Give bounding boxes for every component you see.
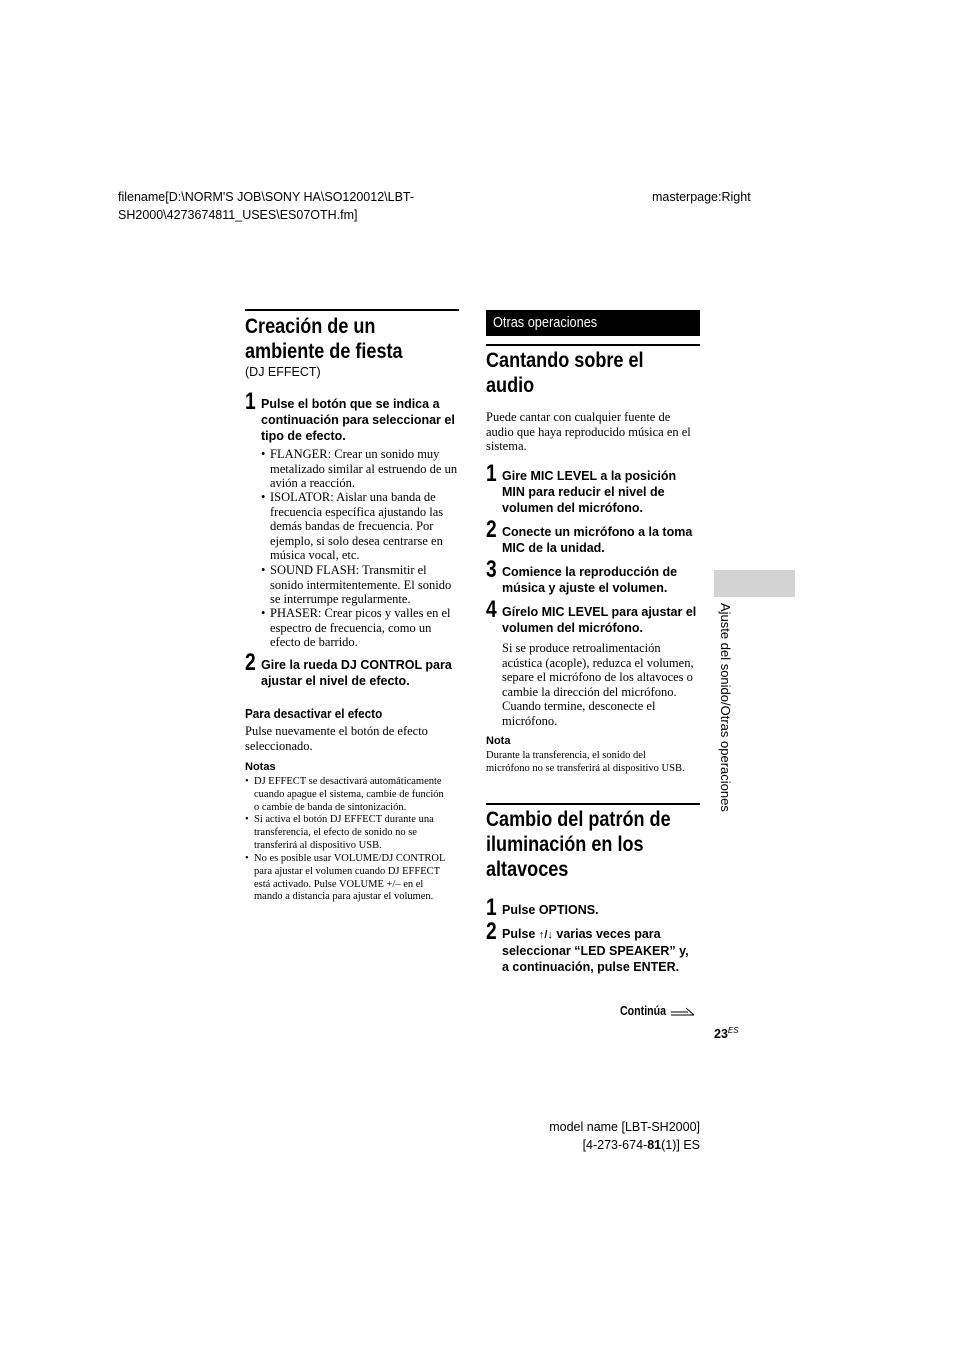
left-step-1-number: 1	[245, 388, 256, 415]
bullet-dot: •	[245, 853, 249, 864]
step-line: seleccionar “LED SPEAKER” y,	[502, 944, 689, 958]
step-line	[502, 926, 689, 943]
text-line: sistema.	[486, 439, 527, 453]
step-line: MIC de la unidad.	[502, 541, 605, 555]
effect-bullet-phaser	[261, 606, 451, 650]
bullet-line: sonido intermitentemente. El sonido	[270, 577, 452, 592]
step-line: Comience la reproducción de	[502, 565, 678, 579]
left-title-line-2: ambiente de fiesta	[245, 340, 403, 363]
right-step-1-number: 1	[486, 460, 497, 487]
text-line: seleccionado.	[245, 738, 313, 753]
step-line: continuación para seleccionar el	[261, 413, 455, 427]
continue-arrow-icon	[670, 1006, 696, 1018]
bullet-line: FLANGER: Crear un sonido muy	[270, 447, 440, 461]
bullet-dot: •	[245, 814, 249, 825]
bullet-line: espectro de frecuencia, como un	[270, 620, 432, 635]
title-line: Cambio del patrón de	[486, 808, 671, 831]
title-line: iluminación en los	[486, 833, 644, 856]
light-step-2-text	[502, 926, 689, 975]
step-text: Pulse	[502, 927, 539, 941]
section-tab-label: Otras operaciones	[493, 314, 598, 331]
step-line: Gírelo MIC LEVEL para ajustar el	[502, 605, 697, 619]
bullet-line: ejemplo, si solo desea centrarse en	[270, 533, 443, 548]
step-line: música y ajuste el volumen.	[502, 581, 668, 595]
note-line: transferirá al dispositivo USB.	[254, 839, 382, 851]
step-line: tipo de efecto.	[261, 429, 346, 443]
text-line: micrófono.	[502, 713, 558, 728]
text-line: Si se produce retroalimentación	[502, 641, 661, 655]
filename-line-1: filename[D:\NORM'S JOB\SONY HA\SO120012\LBT-	[118, 190, 415, 204]
text-line: Durante la transferencia, el sonido del	[486, 750, 646, 761]
title-line: altavoces	[486, 858, 569, 881]
note-line: para ajustar el volumen cuando DJ EFFECT	[254, 865, 441, 877]
right-section-title-2	[486, 807, 671, 882]
deactivate-heading: Para desactivar el efecto	[245, 706, 383, 721]
bullet-line: frecuencia específica ajustando las	[270, 504, 444, 519]
bullet-line: metalizado similar al estruendo de un	[270, 461, 458, 476]
text-line: micrófono no se transferirá al dispositivo USB.	[486, 762, 685, 774]
note-item	[245, 814, 434, 852]
step-4-detail	[502, 641, 694, 728]
text-line: Pulse nuevamente el botón de efecto	[245, 724, 428, 738]
left-title-line-1: Creación de un	[245, 315, 376, 338]
text-line: audio que haya reproducido música en el	[486, 424, 691, 439]
header-filename	[118, 188, 414, 224]
text-line: separe el micrófono de los altavoces o	[502, 670, 693, 684]
step-line: MIN para reducir el nivel de	[502, 485, 665, 499]
effect-bullet-isolator	[261, 490, 444, 563]
page-number	[714, 1026, 739, 1041]
model-line: model name [LBT-SH2000]	[549, 1120, 700, 1134]
step-text: varias veces para	[552, 927, 661, 941]
footer-model-info	[540, 1118, 700, 1154]
left-step-2-number: 2	[245, 649, 256, 676]
side-tab-marker	[714, 570, 795, 597]
light-step-1-number: 1	[486, 894, 497, 921]
right-step-3-text	[502, 564, 677, 596]
bullet-line: PHASER: Crear picos y valles en el	[270, 606, 451, 620]
code-text: (1)] ES	[661, 1138, 700, 1152]
text-line: Puede cantar con cualquier fuente de	[486, 410, 671, 424]
note-item	[245, 853, 446, 904]
right-step-4-number: 4	[486, 596, 497, 623]
notes-heading: Notas	[245, 761, 276, 773]
note-line: No es posible usar VOLUME/DJ CONTROL	[254, 853, 446, 864]
bullet-line: SOUND FLASH: Transmitir el	[270, 563, 427, 577]
step-line: volumen del micrófono.	[502, 501, 643, 515]
step-line: ajustar el nivel de efecto.	[261, 674, 410, 688]
effect-bullet-flanger	[261, 447, 458, 491]
bullet-dot: •	[245, 776, 249, 787]
bullet-line: música vocal, etc.	[270, 548, 360, 563]
deactivate-text	[245, 724, 428, 753]
bullet-line: demás bandas de frecuencia. Por	[270, 519, 434, 534]
left-subtitle: (DJ EFFECT)	[245, 365, 321, 379]
note-line: Si activa el botón DJ EFFECT durante una	[254, 814, 434, 825]
intro-text	[486, 410, 691, 454]
side-tab-label: Ajuste del sonido/Otras operaciones	[718, 603, 733, 812]
light-step-2-number: 2	[486, 918, 497, 945]
step-line: volumen del micrófono.	[502, 621, 643, 635]
filename-line-2: SH2000\4273674811_USES\ES07OTH.fm]	[118, 208, 358, 222]
right-step-2-text	[502, 524, 692, 556]
bullet-line: efecto de barrido.	[270, 635, 358, 650]
text-line: acústica (acople), reduzca el volumen,	[502, 655, 694, 670]
section-tab-bar	[486, 310, 700, 336]
left-step-2-text	[261, 657, 452, 689]
bullet-line: avión a reacción.	[270, 476, 356, 491]
title-line: Cantando sobre el	[486, 349, 644, 372]
nota-text	[486, 750, 685, 775]
continua-label: Continúa	[620, 1004, 667, 1018]
code-text: [4-273-674-	[582, 1138, 648, 1152]
nota-heading: Nota	[486, 735, 511, 747]
right-step-2-number: 2	[486, 516, 497, 543]
bullet-dot: •	[261, 606, 266, 620]
code-bold: 81	[647, 1138, 662, 1152]
right-step-1-text	[502, 468, 676, 516]
title-line: audio	[486, 374, 535, 397]
left-title-rule	[245, 309, 459, 311]
bullet-line: ISOLATOR: Aislar una banda de	[270, 490, 436, 504]
right-section-title	[486, 348, 644, 398]
step-line: Pulse el botón que se indica a	[261, 397, 440, 411]
step-line: Conecte un micrófono a la toma	[502, 525, 693, 539]
right-title-2-rule	[486, 803, 700, 805]
right-step-4-text	[502, 604, 696, 636]
right-title-rule	[486, 344, 700, 346]
code-line	[540, 1136, 700, 1154]
left-section-title	[245, 314, 403, 364]
page-number-suffix: ES	[727, 1026, 739, 1035]
right-step-3-number: 3	[486, 556, 497, 583]
step-line: a continuación, pulse ENTER.	[502, 960, 680, 974]
masterpage-label: masterpage:Right	[652, 190, 751, 204]
step-line: Gire MIC LEVEL a la posición	[502, 469, 677, 483]
note-line: o cambie de banda de sintonización.	[254, 801, 407, 813]
note-line: DJ EFFECT se desactivará automáticamente	[254, 776, 442, 787]
left-step-1-text	[261, 396, 455, 444]
bullet-dot: •	[261, 490, 266, 504]
note-line: cuando apague el sistema, cambie de función	[254, 788, 444, 800]
bullet-dot: •	[261, 563, 266, 577]
effect-bullet-sound-flash	[261, 563, 452, 607]
note-line: mando a distancia para ajustar el volumen.	[254, 891, 434, 903]
note-line: está activado. Pulse VOLUME +/– en el	[254, 878, 424, 890]
light-step-1-text: Pulse OPTIONS.	[502, 903, 599, 917]
text-line: Cuando termine, desconecte el	[502, 699, 656, 713]
note-line: transferencia, el efecto de sonido no se	[254, 826, 417, 838]
page-number-value: 23	[714, 1027, 728, 1042]
note-item	[245, 776, 444, 814]
bullet-line: se interrumpe regularmente.	[270, 592, 411, 607]
up-down-arrows-icon: ↑/↓	[538, 929, 553, 941]
step-line: Gire la rueda DJ CONTROL para	[261, 658, 452, 672]
text-line: cambie la dirección del micrófono.	[502, 684, 677, 699]
bullet-dot: •	[261, 447, 266, 461]
